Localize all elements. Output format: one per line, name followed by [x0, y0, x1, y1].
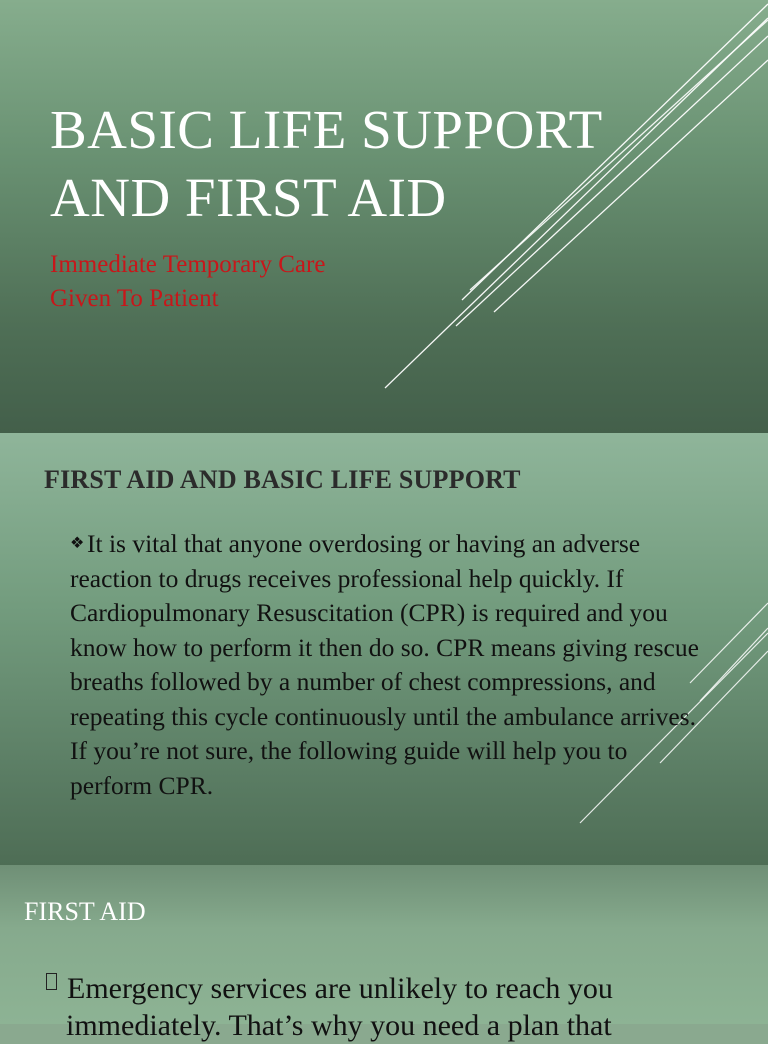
body-line-2: immediately. That’s why you need a plan that [66, 1009, 612, 1042]
bullet-paragraph [46, 970, 746, 1044]
slide-title [50, 96, 603, 232]
slide-subtitle [50, 248, 325, 316]
first-aid-bls-slide [0, 433, 768, 865]
slide-heading: FIRST AID [24, 897, 146, 926]
title-line-1: BASIC LIFE SUPPORT [50, 99, 603, 160]
body-line-1: Emergency services are unlikely to reach you [67, 972, 613, 1005]
subtitle-line-1: Immediate Temporary Care [50, 251, 326, 278]
title-slide [0, 0, 768, 433]
subtitle-line-2: Given To Patient [50, 285, 219, 312]
bullet-paragraph [70, 527, 710, 803]
title-line-2: AND FIRST AID [50, 167, 447, 228]
bullet-box-icon [46, 973, 57, 990]
diamond-bullet-icon: ❖ [70, 535, 85, 552]
paragraph-text: It is vital that anyone overdosing or having an adverse reaction to drugs receives professional help quickly. If Cardiopulmonary Resuscitation (CPR) is required and you know how to perform it then do so. CPR means giving rescue breaths followed by a number of chest compressions, and repeating this cycle continuously until the ambulance arrives. If you’re not sure, the following guide will help you to perform CPR. [70, 529, 699, 800]
slide-heading: FIRST AID AND BASIC LIFE SUPPORT [44, 465, 521, 494]
first-aid-slide [0, 865, 768, 1042]
deco-line [700, 628, 768, 701]
